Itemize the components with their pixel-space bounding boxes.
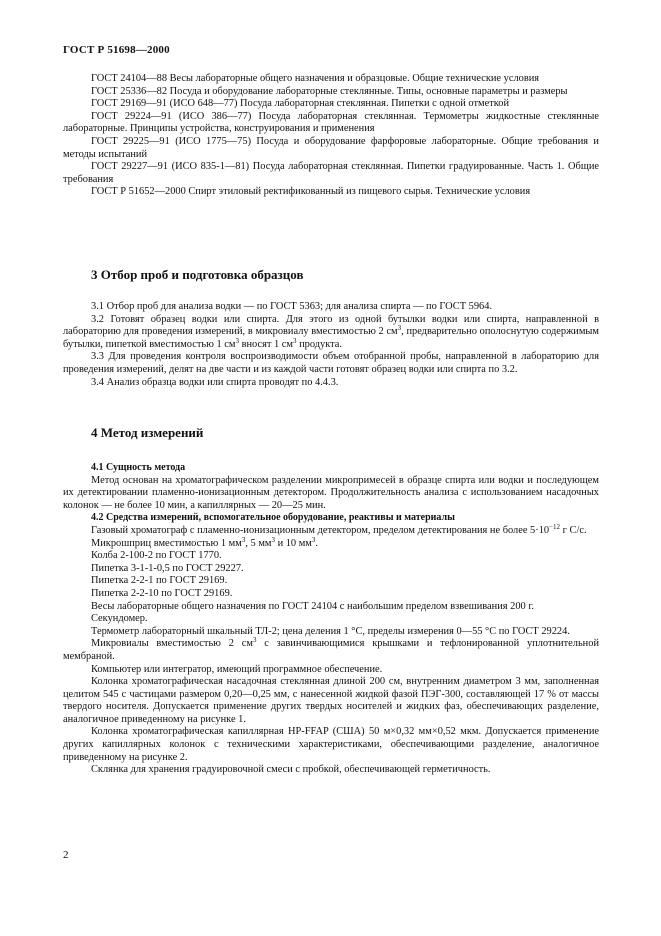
paragraph: Метод основан на хроматографическом разделении микропримесей в образце спирта или водки и последующем их детектировании пламенно-ионизационным детектором. Продолжительность анализа с использованием насадочных колонок — не более 10 мин, а капиллярных — 20—25 мин. bbox=[63, 474, 599, 511]
reference-item: ГОСТ 29169—91 (ИСО 648—77) Посуда лабораторная стеклянная. Пипетки с одной отметкой bbox=[91, 98, 510, 110]
reference-item: ГОСТ Р 51652—2000 Спирт этиловый ректификованный из пищевого сырья. Технические условия bbox=[91, 186, 531, 198]
list-item: Колба 2-100-2 по ГОСТ 1770. bbox=[91, 550, 222, 562]
list-item: Пипетка 2-2-1 по ГОСТ 29169. bbox=[91, 575, 228, 587]
subsection-4-2-heading: 4.2 Средства измерений, вспомогательное оборудование, реактивы и материалы bbox=[91, 512, 455, 524]
list-item: Пипетка 3-1-1-0,5 по ГОСТ 29227. bbox=[91, 562, 244, 574]
paragraph: 3.1 Отбор проб для анализа водки — по ГОСТ 5363; для анализа спирта — по ГОСТ 5964. bbox=[91, 301, 493, 312]
list-item: Весы лабораторные общего назначения по ГОСТ 24104 с наибольшим пределом взвешивания 200 г. bbox=[91, 600, 535, 612]
references-list bbox=[63, 73, 599, 199]
section-4-body bbox=[63, 462, 599, 777]
paragraph: 3.4 Анализ образца водки или спирта проводят по 4.4.3. bbox=[91, 376, 339, 388]
section-4-heading: 4 Метод измерений bbox=[91, 425, 204, 440]
section-3-body bbox=[63, 301, 599, 389]
list-item: Термометр лабораторный шкальный ТЛ-2; цена деления 1 °С, пределы измерения 0—55 °С по ГОСТ 29224. bbox=[91, 625, 570, 637]
list-item: Секундомер. bbox=[91, 613, 148, 625]
subsection-4-1-heading: 4.1 Сущность метода bbox=[91, 462, 186, 473]
list-item: Колонка хроматографическая капиллярная HP-FFAP (США) 50 м×0,32 мм×0,52 мкм. Допускается применение других капиллярных колонок с техническими характеристиками, обеспечивающими разделение, аналогичное приведенному на рисунке 2. bbox=[63, 726, 599, 763]
list-item: Микрошприц вместимостью 1 $мм^3$, 5 $мм^3$ и 10 $мм^3$. bbox=[91, 535, 318, 549]
reference-item: ГОСТ 29225—91 (ИСО 1775—75) Посуда и оборудование фарфоровые лабораторные. Общие требования и методы испытаний bbox=[63, 135, 599, 160]
reference-item: ГОСТ 24104—88 Весы лабораторные общего назначения и образцовые. Общие технические условия bbox=[91, 73, 540, 84]
reference-item: ГОСТ 29224—91 (ИСО 386—77) Посуда лабораторная стеклянная. Термометры жидкостные стеклянные лабораторные. Принципы устройства, конструирования и применения bbox=[63, 110, 599, 135]
page-header: ГОСТ Р 51698—2000 bbox=[63, 44, 170, 56]
paragraph: 3.3 Для проведения контроля воспроизводимости объем отобранной пробы, направленной в лабораторию для проведения измерений, делят на две части и из каждой части готовят образец водки или спирта по 3.2. bbox=[63, 351, 599, 375]
reference-item: ГОСТ 29227—91 (ИСО 835-1—81) Посуда лабораторная стеклянная. Пипетки градуированные. Часть 1. Общие требования bbox=[63, 161, 599, 185]
list-item: Газовый хроматограф с пламенно-ионизационным детектором, пределом детектирования не более $5\cdot 10^{-12}$ г С/с. bbox=[91, 522, 587, 536]
list-item: Пипетка 2-2-10 по ГОСТ 29169. bbox=[91, 587, 233, 599]
list-item: Склянка для хранения градуировочной смеси с пробкой, обеспечивающей герметичность. bbox=[91, 764, 491, 776]
page-number: 2 bbox=[63, 849, 69, 861]
reference-item: ГОСТ 25336—82 Посуда и оборудование лабораторные стеклянные. Типы, основные параметры и размеры bbox=[91, 85, 568, 97]
section-3-heading: 3 Отбор проб и подготовка образцов bbox=[91, 267, 304, 282]
list-item: Компьютер или интегратор, имеющий программное обеспечение. bbox=[91, 663, 383, 675]
list-item: Колонка хроматографическая насадочная стеклянная длиной 200 см, внутренним диаметром 3 мм, заполненная целитом 545 с частицами размером 0,20—0,25 мм, с нанесенной жидкой фазой ПЭГ-300, составляющей 17 % от массы твердого носителя. Допускается применение других твердых носителей и жидких фаз, обеспечивающих разделение, аналогичное приведенному на рисунке 1. bbox=[63, 676, 599, 725]
list-item: Микровиалы вместимостью 2 $см^3$ с завинчивающимися крышками и тефлонированной уплотнительной мембраной. bbox=[63, 636, 599, 662]
paragraph: 3.2 Готовят образец водки или спирта. Для этого из одной бутылки водки или спирта, направленной в лабораторию для проведения измерений, в микровиалу вместимостью 2 $см^3$, предварительно ополоснутую содержимым бутылки, пипеткой вместимостью 1 $см^3$ вносят 1 $см^3$ продукта. bbox=[63, 313, 599, 350]
